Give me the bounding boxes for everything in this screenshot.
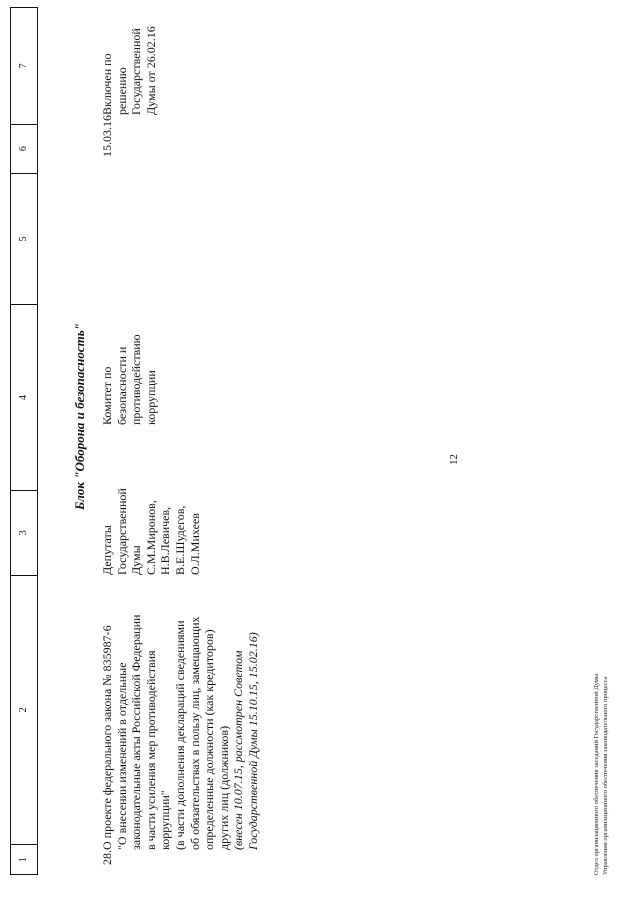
footer: [592, 674, 610, 875]
description-line: коррупции": [158, 790, 173, 850]
author-line: О.Л.Михеев: [187, 513, 202, 575]
footer-line-1: Отдел организационного обеспечения заседаний Государственной Думы: [593, 673, 600, 875]
column-header-5: 5: [11, 173, 37, 305]
bill-authors: [100, 485, 202, 575]
author-line: В.Е.Шудегов,: [172, 505, 187, 575]
author-line: Государственной: [114, 488, 129, 575]
responsible-committee: [100, 305, 158, 425]
status-line: Государственной: [129, 28, 144, 115]
author-line: С.М.Миронов,: [143, 500, 158, 575]
page-number: 12: [448, 454, 460, 465]
footer-line-2: Управления организационного обеспечения законодательного процесса: [602, 676, 609, 875]
row-number: 28.: [100, 850, 114, 865]
description-line: "О внесении изменений в отдельные: [114, 662, 129, 850]
description-line: (в части дополнения деклараций сведениями: [172, 620, 187, 850]
column-header-4: 4: [11, 304, 37, 490]
bill-note-line: (внесен 10.07.15, рассмотрен Советом: [231, 650, 246, 850]
status-line: Включен по: [100, 53, 114, 115]
column-header-2: 2: [11, 575, 37, 844]
author-line: Н.В.Левичев,: [158, 506, 173, 575]
description-line: об обязательствах в пользу лиц, замещающих: [187, 616, 202, 850]
status-line: решению: [114, 67, 129, 115]
description-line: определенные должности (как кредиторов): [202, 629, 217, 850]
inclusion-status: [100, 5, 158, 115]
status-line: Думы от 26.02.16: [143, 26, 158, 115]
consideration-date: 15.03.16: [100, 115, 114, 157]
column-header-row: [10, 7, 38, 875]
bill-description: [100, 550, 261, 850]
committee-line: безопасности и: [114, 346, 129, 425]
description-line: О проекте федерального закона № 835987-6: [100, 625, 114, 850]
description-line: в части усиления мер противодействия: [143, 650, 158, 850]
column-header-7: 7: [18, 63, 29, 69]
column-header-6: 6: [11, 124, 37, 173]
committee-line: коррупции: [143, 370, 158, 425]
author-line: Депутаты: [100, 525, 114, 575]
block-title: Блок "Оборона и безопасность": [72, 323, 87, 510]
column-header-1: 1: [11, 844, 37, 874]
bill-note-line: Государственной Думы 15.10.15, 15.02.16): [245, 632, 260, 850]
column-header-3: 3: [11, 490, 37, 575]
description-line: законодательные акты Российской Федерации: [129, 614, 144, 850]
description-line: других лиц (должников): [216, 725, 231, 850]
author-line: Думы: [129, 545, 144, 575]
committee-line: Комитет по: [100, 366, 114, 425]
committee-line: противодействию: [129, 334, 144, 425]
